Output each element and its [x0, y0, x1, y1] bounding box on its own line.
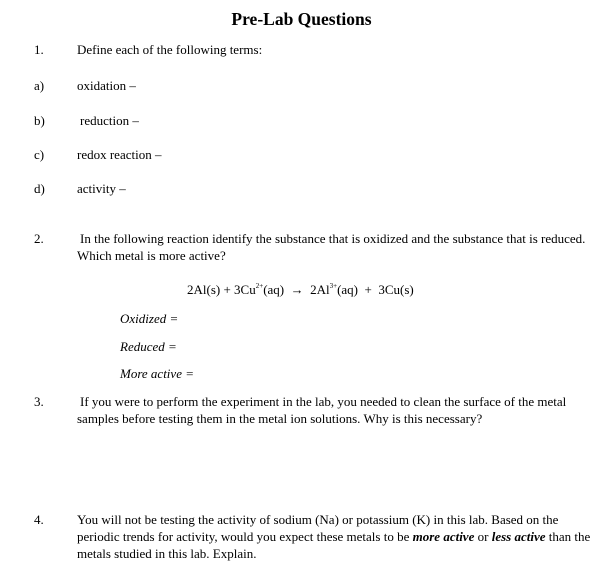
- item-d-term: activity –: [77, 181, 126, 196]
- item-a-term: oxidation –: [77, 78, 136, 93]
- equation-product-rest: (aq) + 3Cu(s): [337, 282, 414, 297]
- aluminum-charge: 3+: [329, 282, 338, 290]
- question-1-number: 1.: [34, 42, 44, 57]
- item-d-letter: d): [34, 181, 45, 196]
- question-3-prompt: If you were to perform the experiment in the lab, you needed to clean the surface of the metal samples before testing them in the metal ion solutions. Why is this necessary?: [77, 394, 567, 426]
- emphasis-less-active: less active: [491, 529, 546, 544]
- page-title: Pre-Lab Questions: [231, 9, 372, 29]
- question-4-number: 4.: [34, 512, 44, 527]
- reaction-arrow-icon: →: [290, 282, 304, 297]
- question-4-text-3: than the metals studied in this lab. Explain.: [77, 529, 591, 561]
- item-a-letter: a): [34, 78, 45, 93]
- item-b-term: reduction –: [80, 113, 139, 128]
- question-4-text-2: or: [474, 529, 492, 544]
- equation-reactant-state: (aq): [263, 282, 285, 297]
- equation-product: 2Al: [310, 282, 330, 297]
- question-1-prompt: Define each of the following terms:: [77, 42, 263, 57]
- reduced-label: Reduced =: [120, 339, 177, 354]
- reaction-equation: [187, 281, 414, 298]
- item-b-letter: b): [34, 113, 45, 128]
- copper-charge: 2+: [255, 282, 264, 290]
- question-4-text-1: You will not be testing the activity of sodium (Na) or potassium (K) in this lab. Based on the periodic trends for activity, would you expect these metals to be: [77, 512, 559, 544]
- question-2-prompt: In the following reaction identify the substance that is oxidized and the substance that is reduced. Which metal is more active?: [77, 231, 586, 263]
- question-4-prompt: [77, 511, 592, 562]
- question-3-number: 3.: [34, 394, 44, 409]
- oxidized-label: Oxidized =: [120, 311, 179, 326]
- item-c-letter: c): [34, 147, 45, 162]
- question-2-number: 2.: [34, 231, 44, 246]
- equation-reactant: 2Al(s) + 3Cu: [187, 282, 256, 297]
- item-c-term: redox reaction –: [77, 147, 162, 162]
- more-active-label: More active =: [120, 366, 194, 381]
- emphasis-more-active: more active: [412, 529, 475, 544]
